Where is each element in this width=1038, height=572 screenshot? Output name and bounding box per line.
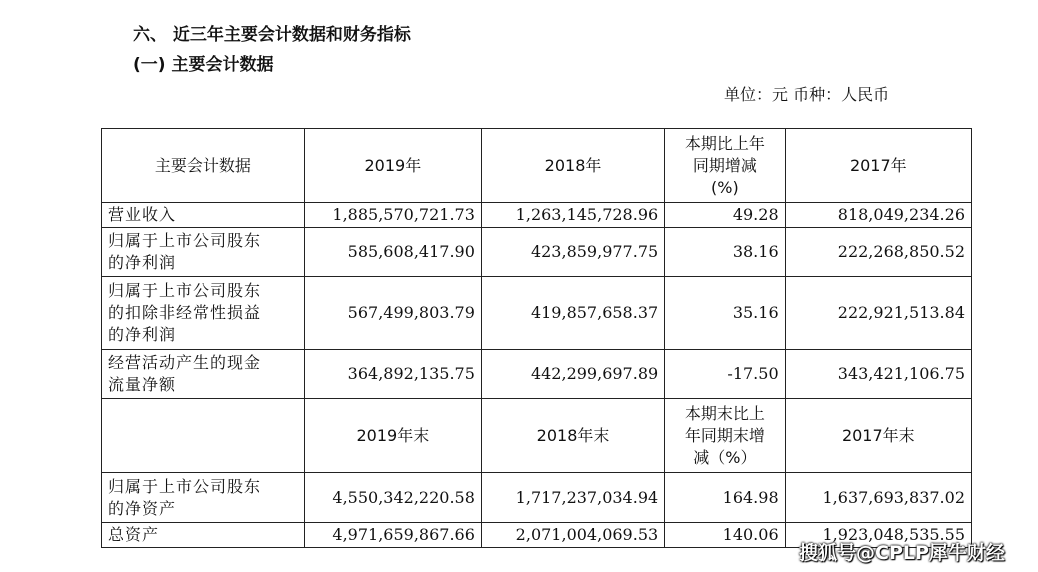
change-header: 本期比上年 同期增减 (%) [665,129,785,203]
value-cell: 1,885,570,721.73 [304,203,481,228]
year-header: 2019年 [304,129,481,203]
value-cell: 423,859,977.75 [481,228,664,277]
label-header: 主要会计数据 [102,129,305,203]
value-cell: 343,421,106.75 [785,350,971,399]
table-row [102,203,972,228]
table-row [102,350,972,399]
change-cell: 35.16 [665,277,785,350]
value-cell: 419,857,658.37 [481,277,664,350]
value-cell: 1,717,237,034.94 [481,473,664,523]
change-header: 本期末比上 年同期末增 减（%） [665,399,785,473]
row-label: 经营活动产生的现金 流量净额 [102,350,305,399]
watermark-text: 搜狐号@CPLP犀牛财经 [799,542,1005,564]
change-cell: 164.98 [665,473,785,523]
value-cell: 1,923,048,535.55 [785,523,971,548]
row-label: 归属于上市公司股东 的净利润 [102,228,305,277]
change-cell: -17.50 [665,350,785,399]
year-header: 2017年末 [785,399,971,473]
subsection-heading: (一) 主要会计数据 [133,55,274,75]
row-label: 总资产 [102,523,305,548]
year-header: 2018年 [481,129,664,203]
change-cell: 140.06 [665,523,785,548]
value-cell: 222,268,850.52 [785,228,971,277]
row-label: 归属于上市公司股东 的扣除非经常性损益 的净利润 [102,277,305,350]
financial-data-table [101,128,972,548]
year-header: 2019年末 [304,399,481,473]
table-row [102,228,972,277]
row-label: 归属于上市公司股东 的净资产 [102,473,305,523]
value-cell: 818,049,234.26 [785,203,971,228]
row-label: 营业收入 [102,203,305,228]
value-cell: 2,071,004,069.53 [481,523,664,548]
value-cell: 364,892,135.75 [304,350,481,399]
change-cell: 38.16 [665,228,785,277]
year-header: 2018年末 [481,399,664,473]
change-cell: 49.28 [665,203,785,228]
value-cell: 442,299,697.89 [481,350,664,399]
value-cell: 1,263,145,728.96 [481,203,664,228]
value-cell: 567,499,803.79 [304,277,481,350]
value-cell: 1,637,693,837.02 [785,473,971,523]
table-header-row [102,399,972,473]
table-row [102,473,972,523]
table-header-row [102,129,972,203]
value-cell: 4,550,342,220.58 [304,473,481,523]
table-row [102,277,972,350]
value-cell: 585,608,417.90 [304,228,481,277]
section-heading: 六、 近三年主要会计数据和财务指标 [133,25,411,45]
label-header [102,399,305,473]
value-cell: 4,971,659,867.66 [304,523,481,548]
year-header: 2017年 [785,129,971,203]
value-cell: 222,921,513.84 [785,277,971,350]
unit-currency-note: 单位：元 币种：人民币 [724,85,890,104]
